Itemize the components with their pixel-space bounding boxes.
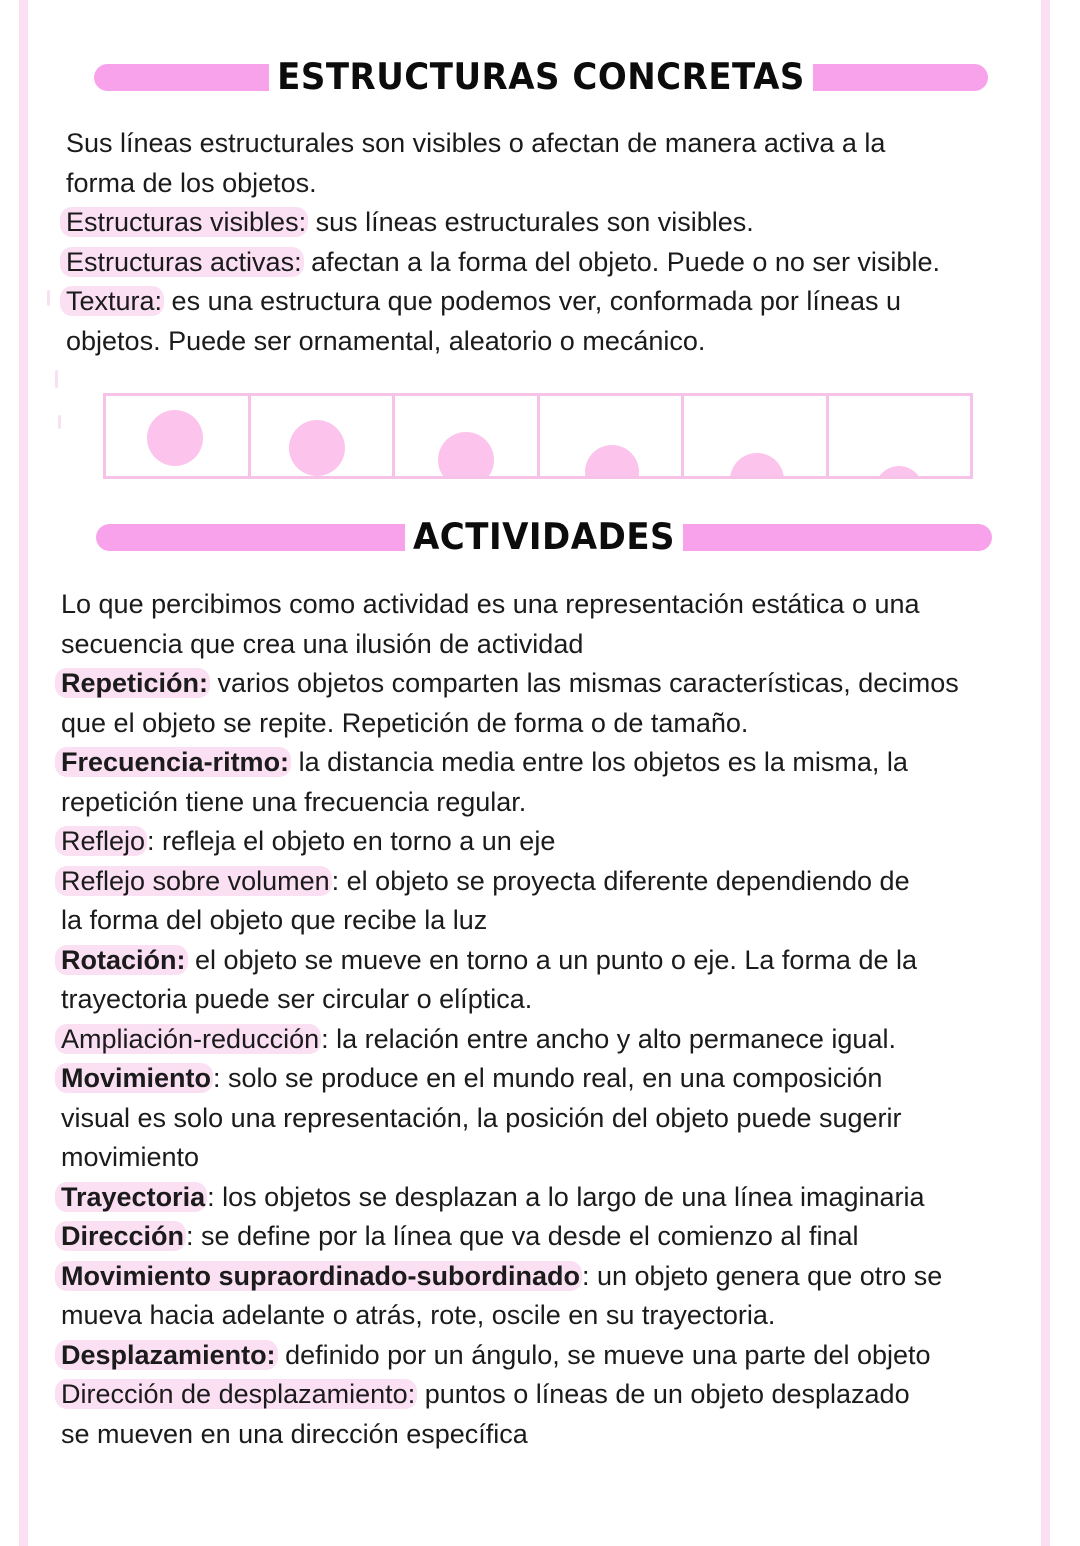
definition-item <box>61 1020 1031 1060</box>
page-border-right <box>1041 0 1050 1546</box>
header-bar-right <box>683 524 992 551</box>
highlighted-term: Dirección <box>55 1221 186 1251</box>
definition-text: repetición tiene una frecuencia regular. <box>61 786 527 817</box>
illustration-cell <box>395 396 540 476</box>
illustration-cell <box>251 396 396 476</box>
definition-text: : la relación entre ancho y alto permanece igual. <box>321 1023 896 1054</box>
definition-item <box>66 322 1026 362</box>
highlighted-term: Reflejo <box>55 826 147 856</box>
definition-text: visual es solo una representación, la posición del objeto puede sugerir <box>61 1102 902 1133</box>
header-bar-left <box>96 524 405 551</box>
definition-list <box>66 203 1026 361</box>
highlighted-term: Estructuras visibles: <box>60 207 308 237</box>
highlighted-term: Trayectoria <box>55 1182 207 1212</box>
decorative-mark <box>55 370 58 388</box>
definition-item <box>61 862 1031 902</box>
section-header-estructuras <box>94 55 988 99</box>
definition-item <box>61 1099 1031 1139</box>
highlighted-term: Desplazamiento: <box>55 1340 278 1370</box>
definition-item <box>61 1059 1031 1099</box>
illustration-cell <box>540 396 685 476</box>
highlighted-term: Reflejo sobre volumen <box>55 866 332 896</box>
definition-text: que el objeto se repite. Repetición de forma o de tamaño. <box>61 707 749 738</box>
definition-text: : los objetos se desplazan a lo largo de una línea imaginaria <box>207 1181 925 1212</box>
illustration-cell <box>106 396 251 476</box>
section-title: ACTIVIDADES <box>412 515 676 559</box>
highlighted-term: Estructuras activas: <box>60 247 304 277</box>
definition-text: : se define por la línea que va desde el comienzo al final <box>186 1221 859 1251</box>
definition-text: puntos o líneas de un objeto desplazado <box>417 1379 910 1409</box>
section-body-actividades <box>61 585 1031 1454</box>
header-bar-left <box>94 64 269 91</box>
highlighted-term: Ampliación-reducción <box>55 1024 321 1054</box>
definition-item <box>61 1257 1031 1297</box>
circle-shape-icon <box>147 410 203 466</box>
highlighted-term: Frecuencia-ritmo: <box>55 747 291 777</box>
definition-text: la distancia media entre los objetos es la misma, la <box>291 747 908 777</box>
definition-list <box>61 664 1031 1454</box>
definition-item <box>61 1178 1031 1218</box>
section-header-actividades <box>96 515 992 559</box>
definition-item <box>66 282 1026 322</box>
definition-item <box>61 743 1031 783</box>
definition-item <box>61 822 1031 862</box>
highlighted-term: Dirección de desplazamiento: <box>55 1379 417 1409</box>
definition-item <box>61 1415 1031 1455</box>
definition-text: sus líneas estructurales son visibles. <box>308 207 754 237</box>
definition-text: varios objetos comparten las mismas características, decimos <box>210 668 959 698</box>
definition-item <box>66 203 1026 243</box>
definition-item <box>61 1217 1031 1257</box>
definition-text: es una estructura que podemos ver, conformada por líneas u <box>164 286 901 316</box>
intro-line: forma de los objetos. <box>66 167 317 198</box>
definition-text: trayectoria puede ser circular o elíptica. <box>61 984 533 1014</box>
definition-text: la forma del objeto que recibe la luz <box>61 905 488 935</box>
intro-line: secuencia que crea una ilusión de actividad <box>61 628 584 659</box>
definition-text: afectan a la forma del objeto. Puede o no ser visible. <box>303 246 940 277</box>
definition-item <box>61 980 1031 1020</box>
definition-item <box>61 664 1031 704</box>
definition-text: mueva hacia adelante o atrás, rote, oscile en su trayectoria. <box>61 1300 776 1330</box>
definition-text: : un objeto genera que otro se <box>582 1260 943 1291</box>
definition-text: el objeto se mueve en torno a un punto o eje. La forma de la <box>187 944 917 975</box>
circle-shape-icon <box>730 453 784 476</box>
circle-shape-icon <box>585 445 639 476</box>
circle-shape-icon <box>438 432 494 476</box>
definition-text: se mueven en una dirección específica <box>61 1418 528 1449</box>
definition-text: movimiento <box>61 1142 200 1172</box>
circle-sequence-illustration <box>103 393 973 479</box>
highlighted-term: Rotación: <box>55 945 188 975</box>
definition-text: : el objeto se proyecta diferente dependiendo de <box>331 865 910 896</box>
circle-shape-icon <box>875 466 923 476</box>
highlighted-term: Textura: <box>60 286 164 316</box>
decorative-mark <box>58 415 61 429</box>
definition-item <box>66 243 1026 283</box>
header-bar-right <box>813 64 988 91</box>
circle-shape-icon <box>289 420 345 476</box>
highlighted-term: Repetición: <box>55 668 210 698</box>
definition-text: : refleja el objeto en torno a un eje <box>147 826 556 856</box>
page-border-left <box>19 0 28 1546</box>
intro-line: Sus líneas estructurales son visibles o afectan de manera activa a la <box>66 128 886 158</box>
highlighted-term: Movimiento <box>55 1063 213 1093</box>
section-title: ESTRUCTURAS CONCRETAS <box>277 55 805 99</box>
definition-item <box>61 1138 1031 1178</box>
definition-item <box>61 901 1031 941</box>
intro-line: Lo que percibimos como actividad es una representación estática o una <box>61 589 920 619</box>
definition-item <box>61 783 1031 823</box>
definition-item <box>61 1296 1031 1336</box>
highlighted-term: Movimiento supraordinado-subordinado <box>55 1261 582 1291</box>
illustration-cell <box>829 396 971 476</box>
definition-item <box>61 704 1031 744</box>
illustration-cell <box>684 396 829 476</box>
section-body-estructuras <box>66 124 1026 361</box>
definition-item <box>61 941 1031 981</box>
definition-item <box>61 1336 1031 1376</box>
definition-text: objetos. Puede ser ornamental, aleatorio o mecánico. <box>66 325 706 356</box>
definition-item <box>61 1375 1031 1415</box>
definition-text: definido por un ángulo, se mueve una parte del objeto <box>277 1339 931 1370</box>
definition-text: : solo se produce en el mundo real, en una composición <box>213 1063 883 1093</box>
decorative-mark <box>47 290 50 306</box>
